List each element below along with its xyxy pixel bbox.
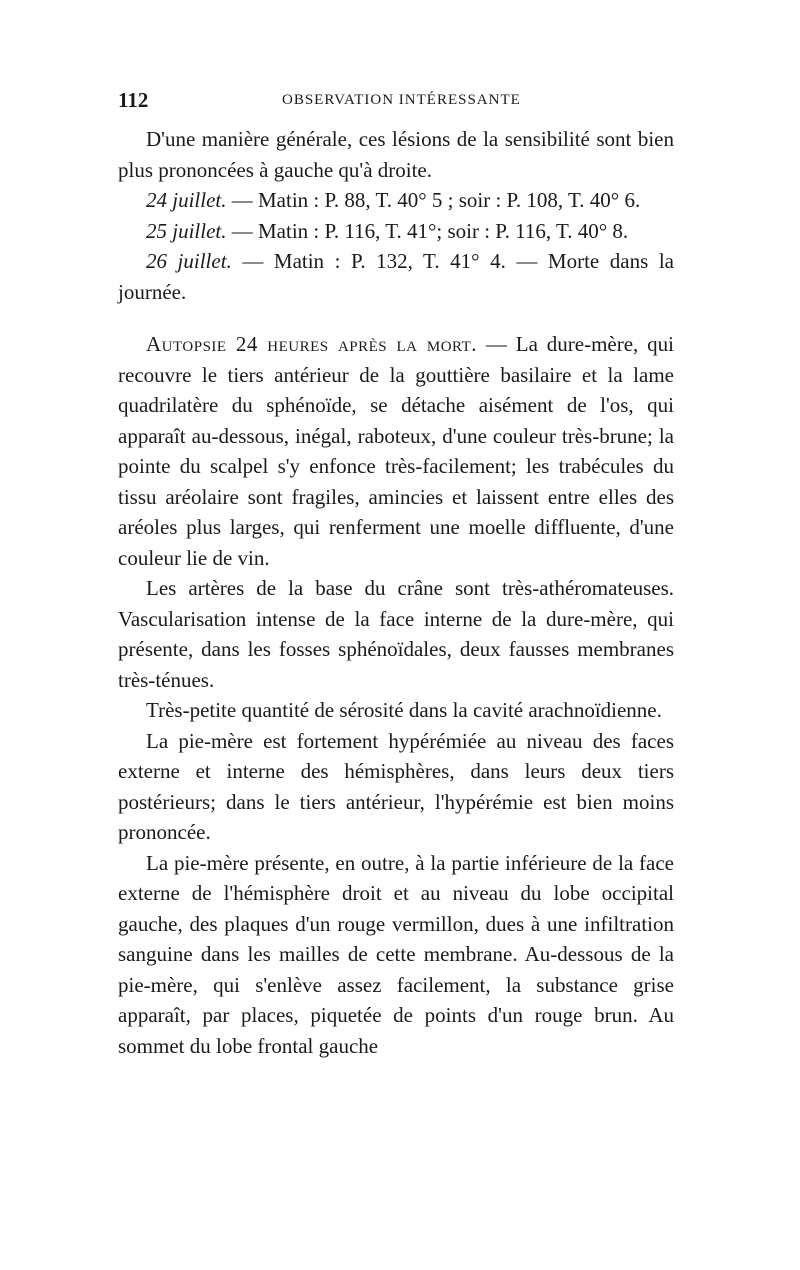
- page-body: [118, 124, 674, 1061]
- autopsy-text: — La dure-mère, qui recouvre le tiers antérieur de la gouttière basilaire et la lame quadrilatère du sphénoïde, se détache aisément de l'os, qui apparaît au-dessous, inégal, raboteux, d'une couleur très-brune; la pointe du scalpel s'y enfonce très-facilement; les trabécules du tissu aréolaire sont fragiles, amincies et laissent entre elles des aréoles plus larges, qui renferment une moelle diffluente, d'une couleur lie de vin.: [118, 332, 674, 570]
- entry-25-juillet: [118, 216, 674, 247]
- entry-text: — Matin : P. 88, T. 40° 5 ; soir : P. 108, T. 40° 6.: [226, 188, 641, 212]
- entry-text: — Matin : P. 116, T. 41°; soir : P. 116, T. 40° 8.: [226, 218, 629, 243]
- paragraph-pie-mere-plaques: La pie-mère présente, en outre, à la partie inférieure de la face externe de l'hémisphère droit et au niveau du lobe occipital gauche, des plaques d'un rouge vermillon, dues à une infiltration sanguine dans les mailles de cette membrane. Au-dessous de la pie-mère, qui s'enlève assez facilement, la substance grise apparaît, par places, piquetée de points d'un rouge brun. Au sommet du lobe frontal gauche: [118, 850, 674, 1058]
- autopsy-heading: Autopsie 24 heures après la mort.: [146, 332, 478, 356]
- entry-26-juillet: [118, 246, 674, 307]
- autopsy-paragraph: [118, 329, 674, 573]
- running-title: OBSERVATION INTÉRESSANTE: [282, 92, 521, 108]
- page-number: 112: [118, 88, 149, 112]
- entry-date: 25 juillet.: [146, 218, 227, 243]
- entry-24-juillet: [118, 185, 674, 216]
- paragraph-serosite: Très-petite quantité de sérosité dans la cavité arachnoïdienne.: [146, 698, 662, 722]
- page-header: [118, 88, 674, 118]
- entry-date: 26 juillet.: [146, 249, 232, 273]
- paragraph-arteres: Les artères de la base du crâne sont très-athéromateuses. Vascularisation intense de la face interne de la dure-mère, qui présente, dans les fosses sphénoïdales, deux fausses membranes très-ténues.: [118, 576, 674, 692]
- paragraph-sensibilite: D'une manière générale, ces lésions de la sensibilité sont bien plus prononcées à gauche qu'à droite.: [118, 127, 674, 182]
- paragraph-pie-mere-hyperemie: La pie-mère est fortement hypérémiée au niveau des faces externe et interne des hémisphères, dans leurs deux tiers postérieurs; dans le tiers antérieur, l'hypérémie est bien moins prononcée.: [118, 728, 674, 844]
- entry-date: 24 juillet.: [146, 188, 227, 212]
- section-gap: [118, 307, 674, 329]
- entry-text: — Matin : P. 132, T. 41° 4. — Morte dans la journée.: [118, 249, 674, 304]
